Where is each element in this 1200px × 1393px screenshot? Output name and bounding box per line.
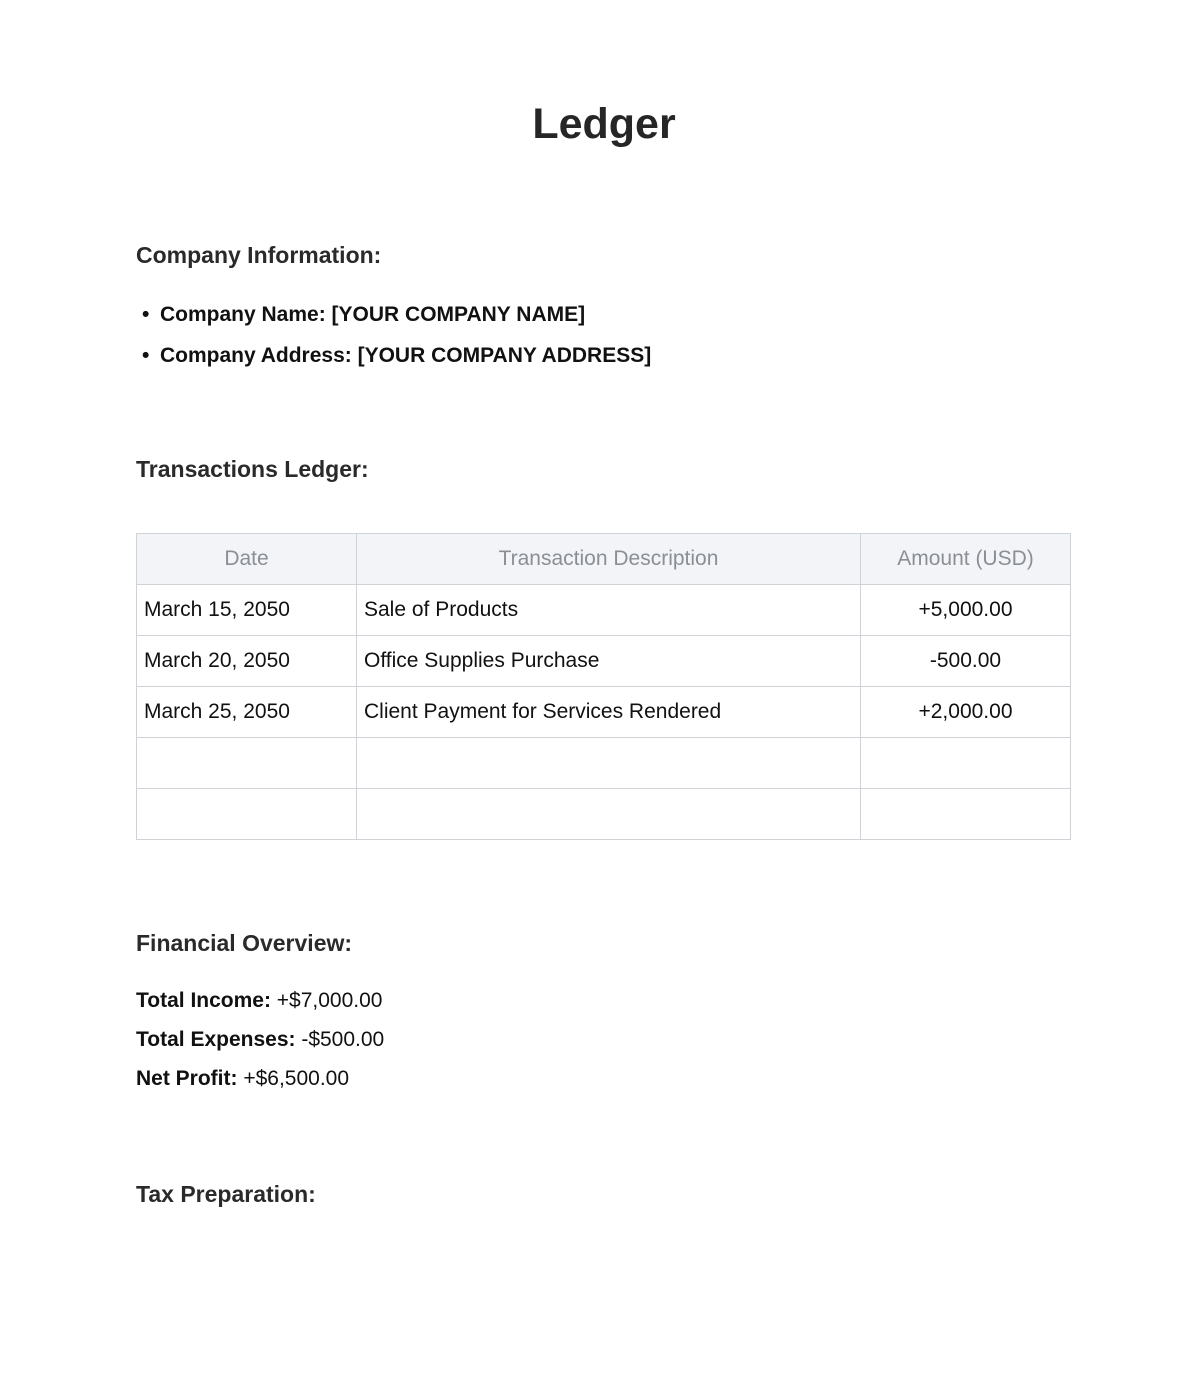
table-row bbox=[137, 585, 1071, 636]
table-row-empty bbox=[137, 738, 1071, 789]
cell-date bbox=[137, 789, 357, 840]
cell-amount: +2,000.00 bbox=[861, 687, 1071, 738]
cell-description: Office Supplies Purchase bbox=[357, 636, 861, 687]
bullet-icon: • bbox=[142, 303, 150, 326]
cell-date: March 15, 2050 bbox=[137, 585, 357, 636]
table-header-row bbox=[137, 534, 1071, 585]
cell-description bbox=[357, 738, 861, 789]
cell-amount: -500.00 bbox=[861, 636, 1071, 687]
financial-overview-heading: Financial Overview: bbox=[136, 930, 353, 956]
table-row bbox=[137, 687, 1071, 738]
cell-description: Sale of Products bbox=[357, 585, 861, 636]
total-income-value: +$7,000.00 bbox=[270, 989, 383, 1012]
financial-overview bbox=[136, 981, 384, 1098]
cell-date: March 25, 2050 bbox=[137, 687, 357, 738]
cell-date bbox=[137, 738, 357, 789]
list-item-company-name bbox=[142, 294, 651, 335]
net-profit-row bbox=[136, 1059, 384, 1098]
transactions-ledger-heading: Transactions Ledger: bbox=[136, 456, 369, 482]
column-header-amount: Amount (USD) bbox=[861, 534, 1071, 585]
company-information-heading: Company Information: bbox=[136, 242, 382, 268]
cell-amount: +5,000.00 bbox=[861, 585, 1071, 636]
bullet-icon: • bbox=[142, 344, 150, 367]
total-income-row bbox=[136, 981, 384, 1020]
page-title: Ledger bbox=[532, 100, 676, 148]
column-header-description: Transaction Description bbox=[357, 534, 861, 585]
cell-amount bbox=[861, 789, 1071, 840]
cell-date: March 20, 2050 bbox=[137, 636, 357, 687]
total-income-label: Total Income: bbox=[136, 989, 271, 1012]
table-row-empty bbox=[137, 789, 1071, 840]
list-item-company-address bbox=[142, 335, 651, 376]
net-profit-label: Net Profit: bbox=[136, 1067, 238, 1090]
company-info-list bbox=[142, 294, 651, 376]
cell-description: Client Payment for Services Rendered bbox=[357, 687, 861, 738]
total-expenses-label: Total Expenses: bbox=[136, 1028, 296, 1051]
total-expenses-row bbox=[136, 1020, 384, 1059]
company-name-text: Company Name: [YOUR COMPANY NAME] bbox=[160, 303, 586, 326]
table-row bbox=[137, 636, 1071, 687]
column-header-date: Date bbox=[137, 534, 357, 585]
total-expenses-value: -$500.00 bbox=[295, 1028, 385, 1051]
cell-description bbox=[357, 789, 861, 840]
net-profit-value: +$6,500.00 bbox=[237, 1067, 350, 1090]
company-address-text: Company Address: [YOUR COMPANY ADDRESS] bbox=[160, 344, 652, 367]
transactions-table bbox=[136, 533, 1071, 840]
tax-preparation-heading: Tax Preparation: bbox=[136, 1181, 316, 1207]
cell-amount bbox=[861, 738, 1071, 789]
